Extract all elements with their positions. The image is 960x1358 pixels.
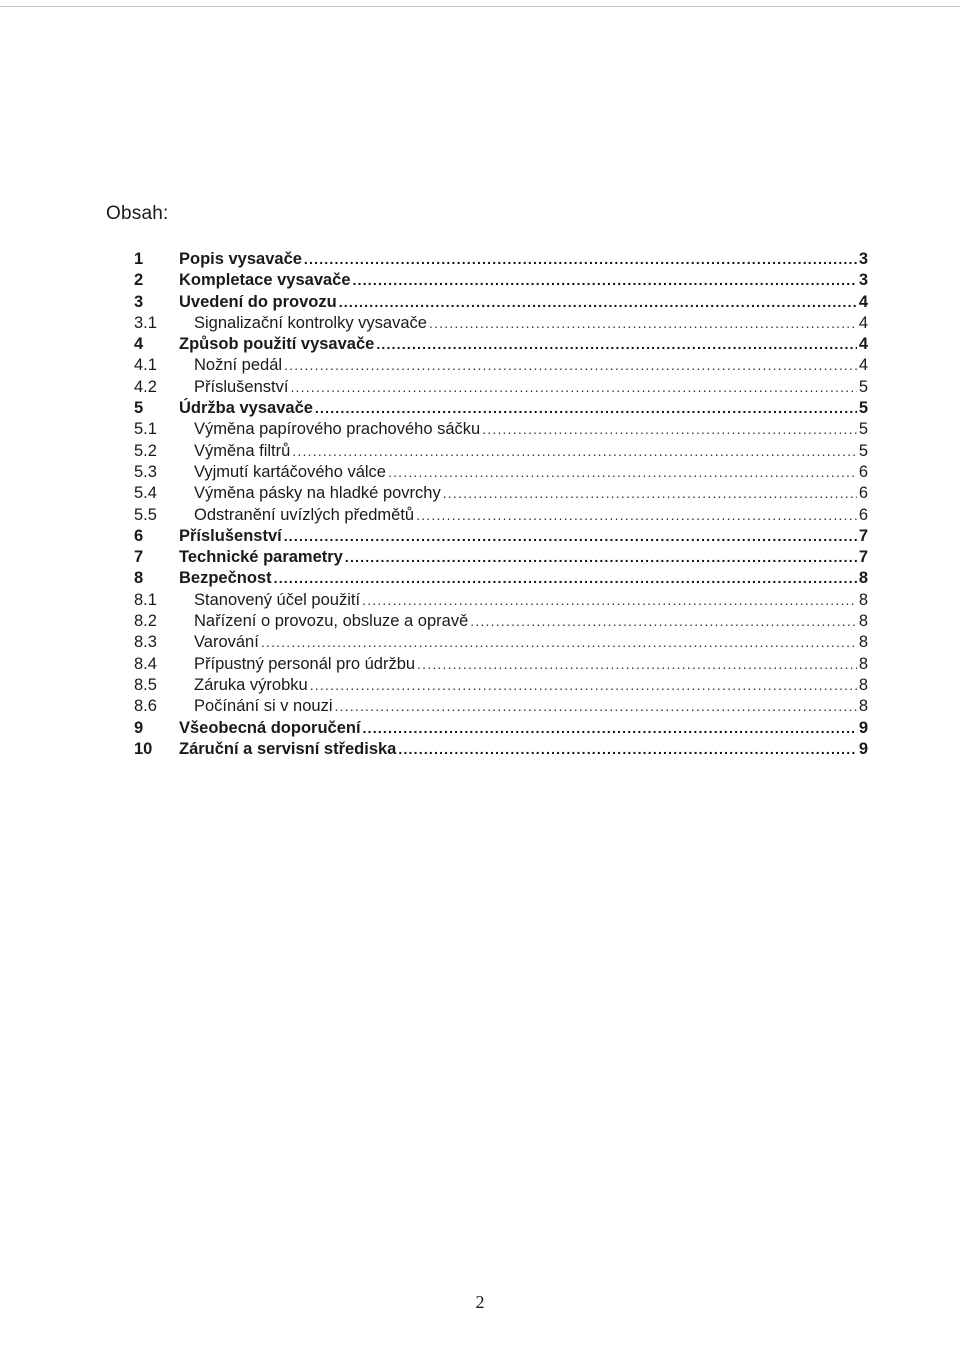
toc-entry-number: 10 <box>134 739 153 758</box>
toc-entry <box>134 696 868 717</box>
toc-entry <box>134 675 868 696</box>
toc-dot-leader <box>376 334 857 355</box>
toc-dot-leader <box>353 270 857 291</box>
toc-entry-number: 8.3 <box>134 633 157 652</box>
toc-entry <box>134 441 868 462</box>
toc-dot-leader <box>388 462 857 483</box>
toc-entry-number: 8.4 <box>134 654 157 673</box>
toc-entry-number: 9 <box>134 718 144 737</box>
toc-dot-leader <box>335 696 857 717</box>
toc-entry <box>134 483 868 504</box>
toc-entry-number: 5.5 <box>134 505 157 524</box>
toc-entry-number: 1 <box>134 250 144 268</box>
toc-dot-leader <box>304 249 857 270</box>
toc-entry <box>134 398 868 419</box>
toc-dot-leader <box>284 526 857 547</box>
toc-entry-title: Výměna pásky na hladké povrchy <box>194 484 441 503</box>
toc-dot-leader <box>290 377 856 398</box>
toc-entry-number: 5.1 <box>134 420 157 439</box>
toc-entry-title: Technické parametry <box>179 548 343 567</box>
toc-entry-title: Odstranění uvízlých předmětů <box>194 505 415 524</box>
toc-entry-number: 3.1 <box>134 313 157 332</box>
toc-entry <box>134 419 868 440</box>
toc-entry-page: 3 <box>858 271 868 290</box>
toc-dot-leader <box>363 718 857 739</box>
toc-dot-leader <box>284 355 857 376</box>
toc-entry-title: Stanovený účel použití <box>194 590 361 609</box>
toc-entry-number: 8.6 <box>134 697 157 716</box>
toc-dot-leader <box>443 483 857 504</box>
toc-dot-leader <box>470 611 857 632</box>
toc-entry-title: Popis vysavače <box>179 250 302 268</box>
toc-entry-page: 8 <box>858 675 868 694</box>
toc-entry-number: 4.2 <box>134 377 157 396</box>
toc-entry-page: 6 <box>858 505 868 524</box>
toc-entry-page: 4 <box>858 335 868 354</box>
toc-entry-title: Nařízení o provozu, obsluze a opravě <box>194 612 469 631</box>
toc-entry <box>134 611 868 632</box>
toc-entry-page: 6 <box>858 484 868 503</box>
toc-entry-number: 5.4 <box>134 484 157 503</box>
toc-entry-page: 8 <box>858 697 868 716</box>
toc-dot-leader <box>292 441 857 462</box>
toc-entry-title: Kompletace vysavače <box>179 271 351 290</box>
toc-dot-leader <box>339 292 857 313</box>
toc-entry <box>134 632 868 653</box>
toc-entry-number: 5 <box>134 399 144 418</box>
toc-entry-page: 7 <box>858 548 868 567</box>
toc-entry <box>134 590 868 611</box>
toc-entry <box>134 292 868 313</box>
toc-dot-leader <box>315 398 857 419</box>
toc-entry <box>134 547 868 568</box>
scan-edge-line <box>0 6 960 7</box>
toc-entry <box>134 739 868 760</box>
toc-entry <box>134 505 868 526</box>
toc-entry-number: 7 <box>134 548 144 567</box>
toc-dot-leader <box>482 419 857 440</box>
toc-entry-page: 7 <box>858 526 868 545</box>
toc-entry-page: 4 <box>858 292 868 311</box>
toc-entry <box>134 377 868 398</box>
toc-heading: Obsah: <box>106 203 169 224</box>
toc-entry <box>134 462 868 483</box>
toc-dot-leader <box>362 590 857 611</box>
toc-entry <box>134 355 868 376</box>
toc-entry-number: 4 <box>134 335 144 354</box>
toc-entry-number: 8.2 <box>134 612 157 631</box>
toc-entry-number: 5.2 <box>134 441 157 460</box>
toc-entry-page: 9 <box>858 718 868 737</box>
toc-entry-page: 5 <box>858 377 868 396</box>
toc-entry <box>134 526 868 547</box>
toc-entry-page: 9 <box>858 739 868 758</box>
toc-entry-title: Příslušenství <box>179 526 282 545</box>
toc-dot-leader <box>274 568 857 589</box>
toc-entry-title: Výměna filtrů <box>194 441 291 460</box>
toc-entry <box>134 334 868 355</box>
page-number: 2 <box>475 1292 485 1312</box>
toc-entry-number: 4.1 <box>134 356 157 375</box>
toc-entry-title: Záruční a servisní střediska <box>179 739 397 758</box>
toc-entry-number: 8.1 <box>134 590 157 609</box>
toc-entry-number: 6 <box>134 526 144 545</box>
toc-entry <box>134 654 868 675</box>
table-of-contents <box>134 249 868 760</box>
toc-entry-title: Údržba vysavače <box>179 399 313 418</box>
toc-entry-page: 8 <box>858 612 868 631</box>
toc-entry-title: Počínání si v nouzi <box>194 697 333 716</box>
toc-entry-page: 8 <box>858 590 868 609</box>
toc-entry <box>134 249 868 270</box>
toc-entry-title: Záruka výrobku <box>194 675 308 694</box>
toc-entry-number: 3 <box>134 292 144 311</box>
toc-entry-page: 8 <box>858 654 868 673</box>
toc-entry-title: Uvedení do provozu <box>179 292 337 311</box>
toc-entry-page: 8 <box>858 569 868 588</box>
toc-dot-leader <box>310 675 857 696</box>
toc-dot-leader <box>429 313 857 334</box>
toc-dot-leader <box>417 654 857 675</box>
toc-entry-title: Způsob použití vysavače <box>179 335 375 354</box>
toc-entry-number: 2 <box>134 271 144 290</box>
toc-entry-page: 5 <box>858 399 868 418</box>
toc-entry-number: 5.3 <box>134 462 157 481</box>
toc-entry-number: 8 <box>134 569 144 588</box>
toc-entry-page: 4 <box>858 356 868 375</box>
toc-entry-page: 5 <box>858 441 868 460</box>
toc-entry-page: 6 <box>858 462 868 481</box>
toc-entry <box>134 568 868 589</box>
toc-entry-title: Přípustný personál pro údržbu <box>194 654 416 673</box>
toc-entry-title: Signalizační kontrolky vysavače <box>194 313 427 332</box>
toc-entry-title: Varování <box>194 633 259 652</box>
toc-entry-page: 5 <box>858 420 868 439</box>
toc-entry-title: Bezpečnost <box>179 569 272 588</box>
toc-entry-page: 8 <box>858 633 868 652</box>
toc-entry-title: Příslušenství <box>194 377 289 396</box>
toc-entry-title: Všeobecná doporučení <box>179 718 361 737</box>
toc-dot-leader <box>345 547 857 568</box>
toc-dot-leader <box>261 632 857 653</box>
toc-entry <box>134 718 868 739</box>
toc-entry-title: Výměna papírového prachového sáčku <box>194 420 481 439</box>
toc-entry-title: Vyjmutí kartáčového válce <box>194 462 386 481</box>
toc-entry-page: 4 <box>858 313 868 332</box>
toc-entry-title: Nožní pedál <box>194 356 283 375</box>
toc-dot-leader <box>416 505 857 526</box>
toc-entry <box>134 270 868 291</box>
toc-entry-page: 3 <box>858 250 868 268</box>
toc-dot-leader <box>398 739 856 760</box>
toc-entry <box>134 313 868 334</box>
toc-entry-number: 8.5 <box>134 675 157 694</box>
